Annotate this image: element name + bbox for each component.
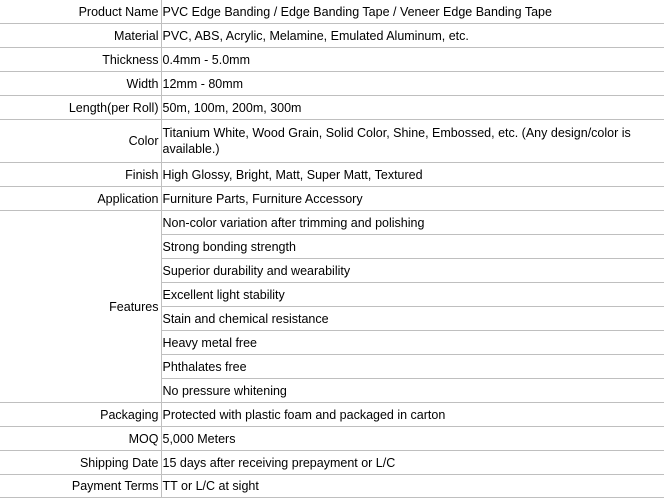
feature-item: No pressure whitening [161,379,664,403]
feature-item: Stain and chemical resistance [161,307,664,331]
material-value: PVC, ABS, Acrylic, Melamine, Emulated Aluminum, etc. [161,24,664,48]
packaging-value: Protected with plastic foam and packaged in carton [161,403,664,427]
application-value: Furniture Parts, Furniture Accessory [161,187,664,211]
shipping-date-label: Shipping Date [0,451,161,475]
row-material [0,24,664,48]
color-value: Titanium White, Wood Grain, Solid Color, Shine, Embossed, etc. (Any design/color is available.) [161,120,664,163]
thickness-value: 0.4mm - 5.0mm [161,48,664,72]
product-name-value: PVC Edge Banding / Edge Banding Tape / Veneer Edge Banding Tape [161,0,664,24]
length-value: 50m, 100m, 200m, 300m [161,96,664,120]
row-moq [0,427,664,451]
width-label: Width [0,72,161,96]
row-thickness [0,48,664,72]
product-name-label: Product Name [0,0,161,24]
row-application [0,187,664,211]
row-payment-terms [0,475,664,498]
feature-item: Strong bonding strength [161,235,664,259]
feature-item: Superior durability and wearability [161,259,664,283]
row-features [0,211,664,235]
feature-item: Non-color variation after trimming and polishing [161,211,664,235]
packaging-label: Packaging [0,403,161,427]
row-finish [0,163,664,187]
row-color [0,120,664,163]
row-length [0,96,664,120]
moq-value: 5,000 Meters [161,427,664,451]
thickness-label: Thickness [0,48,161,72]
row-packaging [0,403,664,427]
length-label: Length(per Roll) [0,96,161,120]
finish-label: Finish [0,163,161,187]
shipping-date-value: 15 days after receiving prepayment or L/C [161,451,664,475]
moq-label: MOQ [0,427,161,451]
payment-terms-value: TT or L/C at sight [161,475,664,498]
feature-item: Excellent light stability [161,283,664,307]
row-width [0,72,664,96]
row-product-name [0,0,664,24]
features-label: Features [0,211,161,403]
feature-item: Heavy metal free [161,331,664,355]
finish-value: High Glossy, Bright, Matt, Super Matt, Textured [161,163,664,187]
application-label: Application [0,187,161,211]
material-label: Material [0,24,161,48]
payment-terms-label: Payment Terms [0,475,161,498]
row-shipping-date [0,451,664,475]
width-value: 12mm - 80mm [161,72,664,96]
feature-item: Phthalates free [161,355,664,379]
color-label: Color [0,120,161,163]
